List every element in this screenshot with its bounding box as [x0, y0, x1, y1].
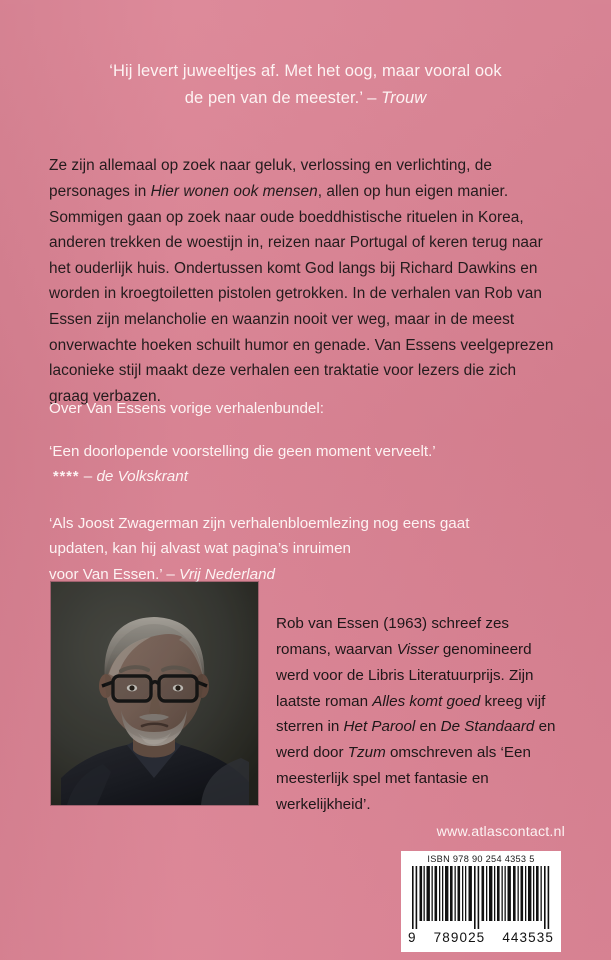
barcode-bars [410, 866, 552, 929]
press-quote-vn-line-1: ‘Als Joost Zwagerman zijn verhalenbloemlezing nog eens gaat [49, 514, 470, 532]
bio-part-1: Rob van Essen (1963) schreef zes romans, waarvan [276, 615, 509, 658]
press-quote-vn-source: Vrij Nederland [179, 565, 275, 583]
bio-part-2: genomineerd werd voor de Libris Literatuurprijs. Zijn laatste roman [276, 640, 534, 710]
blurb-part-2: , allen op hun eigen manier. Sommigen gaan op zoek naar oude boeddhistische rituelen in Korea, anderen trekken de woestijn in, reizen naar Portugal of keren terug naar het ouderlijk huis. Ondertussen komt God langs bij Richard Dawkins en worden in kroegtoiletten pistolen getrokken. In de verhalen van Rob van Essen zijn melancholie en waanzin nooit ver weg, maar in de meest onverwachte hoeken schuilt humor en genade. Van Essens veelgeprezen laconieke stijl maakt deze verhalen een traktatie voor lezers die zich graag verbazen. [49, 182, 554, 405]
barcode-bars-graphic [410, 866, 552, 929]
barcode-digit-group-1: 789025 [433, 930, 486, 945]
bio-part-4: en [415, 718, 441, 736]
pull-quote-line-2: de pen van de meester.’ – [184, 89, 382, 107]
star-rating: **** [53, 469, 80, 485]
press-intro: Over Van Essens vorige verhalenbundel: [49, 400, 324, 417]
bio-title-de-standaard: De Standaard [440, 718, 535, 736]
author-portrait-illustration [51, 582, 258, 805]
press-quote-vn-line-3: voor Van Essen.’ – [49, 565, 180, 583]
pull-quote-line-1: ‘Hij levert juweeltjes af. Met het oog, maar vooral ook [109, 62, 502, 80]
bio-part-3: kreeg vijf sterren in [276, 692, 546, 736]
press-quote-volkskrant-source: de Volkskrant [96, 468, 188, 485]
press-quote-volkskrant-text: ‘Een doorlopende voorstelling die geen moment verveelt.’ [49, 442, 436, 460]
press-quote-vn-line-2: updaten, kan hij alvast wat pagina’s inruimen [49, 540, 351, 557]
press-quote-vrij-nederland [49, 511, 560, 588]
publisher-website-url[interactable]: www.atlascontact.nl [436, 824, 565, 840]
barcode-digit-group-2: 443535 [502, 930, 554, 945]
bio-part-5: en werd door [276, 718, 556, 762]
press-reviews [49, 396, 560, 607]
pull-quote [46, 58, 565, 112]
press-quote-volkskrant [49, 439, 560, 491]
author-bio [276, 611, 566, 817]
bio-part-6: omschreven als ‘Een meesterlijk spel met fantasie en werkelijkheid’. [276, 744, 531, 813]
barcode-digits [405, 930, 557, 945]
author-portrait-photo [51, 582, 258, 805]
isbn-barcode [401, 851, 561, 952]
barcode-digit-left: 9 [408, 930, 417, 945]
bio-title-alles-komt-goed: Alles komt goed [372, 692, 481, 710]
pull-quote-source: Trouw [381, 89, 427, 107]
book-blurb [49, 153, 560, 409]
bio-title-het-parool: Het Parool [343, 718, 416, 736]
bio-title-visser: Visser [396, 640, 439, 658]
blurb-book-title: Hier wonen ook mensen [150, 182, 318, 200]
blurb-part-1: Ze zijn allemaal op zoek naar geluk, verlossing en verlichting, de personages in [49, 157, 493, 200]
press-quote-volkskrant-dash: – [79, 468, 97, 485]
bio-title-tzum: Tzum [347, 744, 386, 762]
isbn-number-label: ISBN 978 90 254 4353 5 [427, 854, 535, 864]
